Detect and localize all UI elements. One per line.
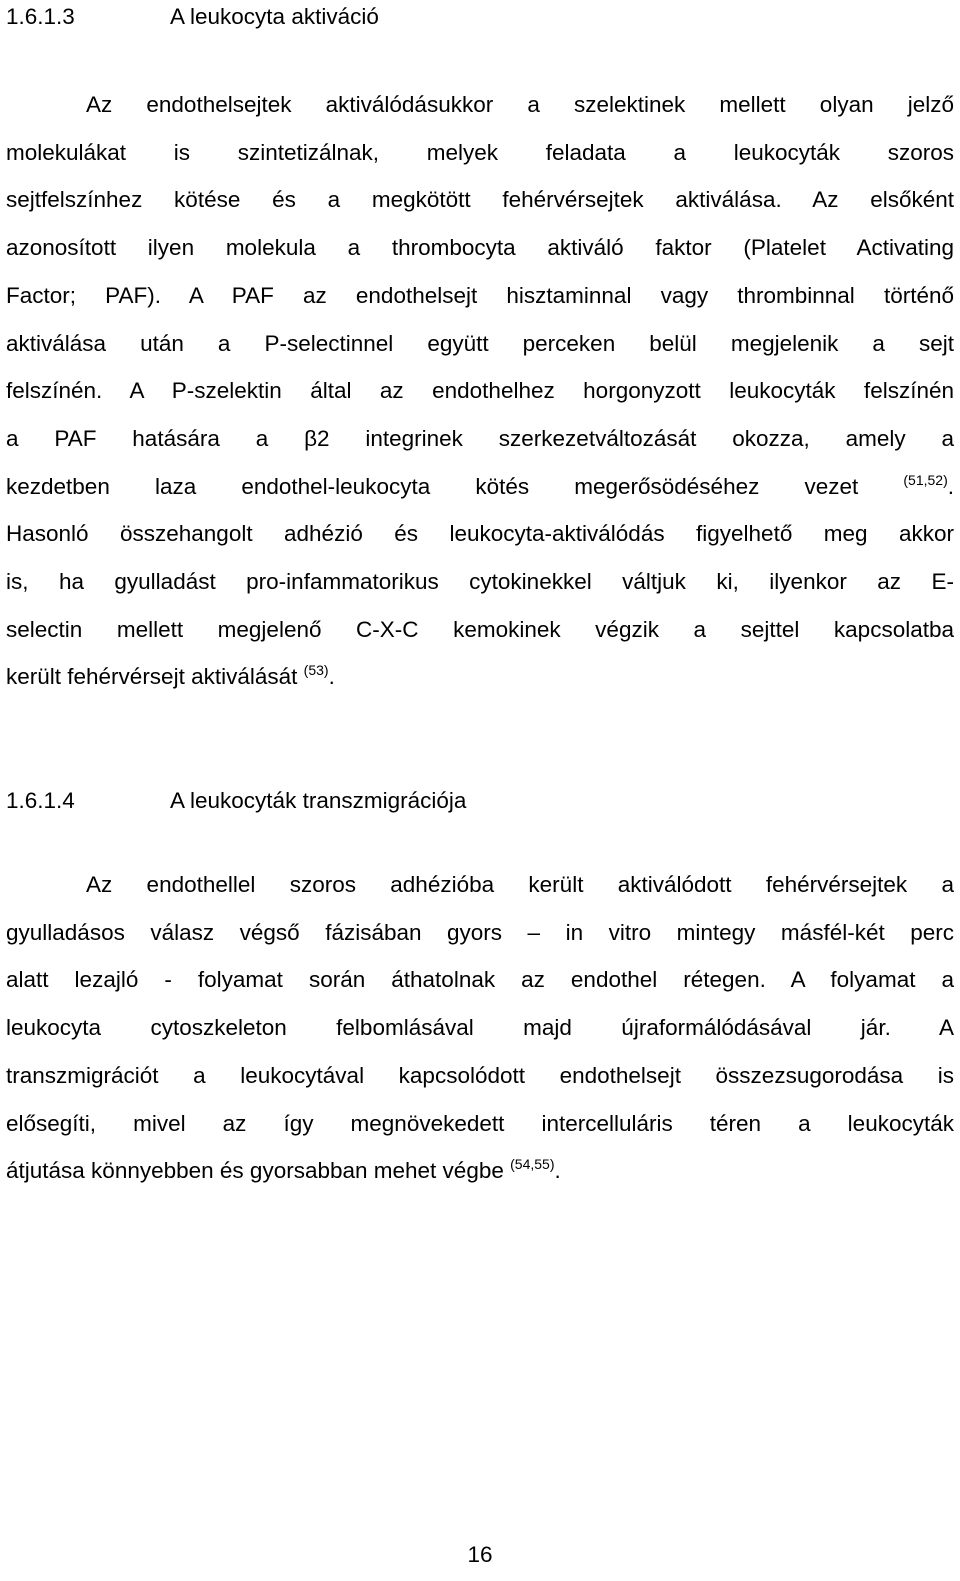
page-number: 16 bbox=[467, 1542, 493, 1567]
text-line: aktiválása után a P-selectinnel együtt perceken belül megjelenik a sejt bbox=[6, 330, 954, 356]
text-line: került fehérvérsejt aktiválását bbox=[6, 664, 298, 690]
text-line: gyulladásos válasz végső fázisában gyors – in vitro mintegy másfél-két perc bbox=[6, 919, 954, 945]
section-heading-1 bbox=[6, 2, 379, 32]
text-line: azonosított ilyen molekula a thrombocyta aktiváló faktor (Platelet Activating bbox=[6, 235, 954, 261]
text-line: átjutása könnyebben és gyorsabban mehet végbe bbox=[6, 1158, 504, 1184]
citation: (53) bbox=[303, 662, 329, 679]
paragraph-leukocyta-aktivacio bbox=[6, 81, 954, 701]
text-line: Az endothellel szoros adhézióba került aktiválódott fehérvérsejtek a bbox=[86, 872, 954, 897]
section-title: A leukocyták transzmigrációja bbox=[170, 788, 467, 813]
text-line: molekulákat is szintetizálnak, melyek feladata a leukocyták szoros bbox=[6, 139, 954, 165]
text-line: a PAF hatására a β2 integrinek szerkezetváltozását okozza, amely a bbox=[6, 425, 954, 451]
section-number: 1.6.1.4 bbox=[6, 788, 75, 813]
text-line: felszínén. A P-szelektin által az endothelhez horgonyzott leukocyták felszínén bbox=[6, 378, 954, 404]
paragraph-transzmigracio bbox=[6, 861, 954, 1195]
text-line: selectin mellett megjelenő C-X-C kemokinek végzik a sejttel kapcsolatba bbox=[6, 616, 954, 642]
text-line-with-citation bbox=[6, 653, 954, 701]
citation: (51,52) bbox=[903, 471, 948, 488]
text-line: Factor; PAF). A PAF az endothelsejt hisztaminnal vagy thrombinnal történő bbox=[6, 282, 954, 308]
text-line: is, ha gyulladást pro-infammatorikus cytokinekkel váltjuk ki, ilyenkor az E- bbox=[6, 569, 954, 595]
text-line: transzmigrációt a leukocytával kapcsolódott endothelsejt összezsugorodása is bbox=[6, 1062, 954, 1088]
text-line: alatt lezajló - folyamat során áthatolnak az endothel rétegen. A folyamat a bbox=[6, 967, 954, 993]
text-line-with-citation bbox=[6, 463, 954, 511]
text-line: Az endothelsejtek aktiválódásukkor a szelektinek mellett olyan jelző bbox=[86, 92, 954, 117]
text-line: Hasonló összehangolt adhézió és leukocyta-aktiválódás figyelhető meg akkor bbox=[6, 521, 954, 547]
text-line: elősegíti, mivel az így megnövekedett intercelluláris téren a leukocyták bbox=[6, 1110, 954, 1136]
punctuation: . bbox=[947, 473, 954, 499]
punctuation: . bbox=[554, 1158, 561, 1184]
section-number: 1.6.1.3 bbox=[6, 4, 75, 29]
citation: (54,55) bbox=[510, 1156, 555, 1173]
text-line: kezdetben laza endothel-leukocyta kötés megerősödéséhez vezet bbox=[6, 473, 859, 499]
text-line-with-citation bbox=[6, 1147, 954, 1195]
punctuation: . bbox=[328, 664, 335, 690]
text-line: sejtfelszínhez kötése és a megkötött fehérvérsejtek aktiválása. Az elsőként bbox=[6, 187, 954, 213]
text-line: leukocyta cytoszkeleton felbomlásával majd újraformálódásával jár. A bbox=[6, 1015, 954, 1041]
section-heading-2 bbox=[6, 786, 466, 816]
section-title: A leukocyta aktiváció bbox=[170, 4, 379, 29]
